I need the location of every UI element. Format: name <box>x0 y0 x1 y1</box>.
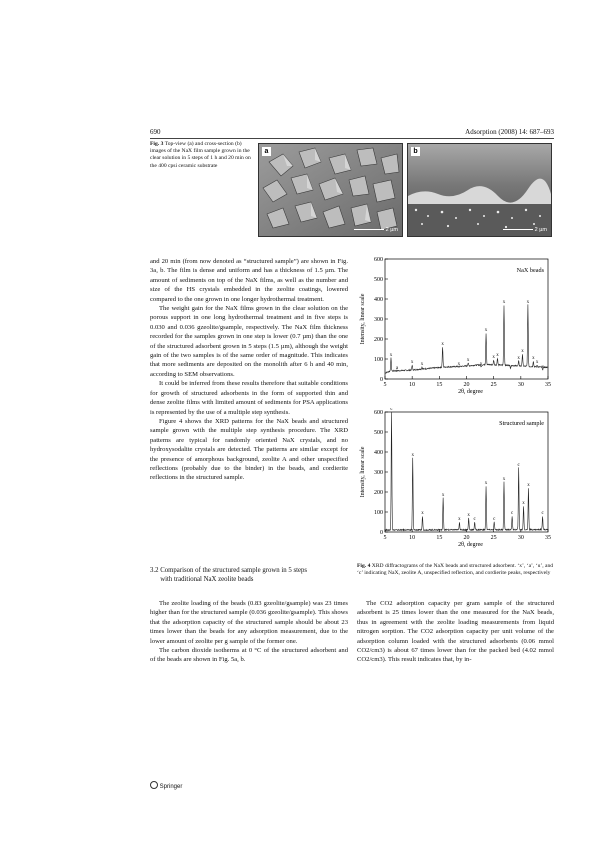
bottom-left-text <box>150 599 348 665</box>
x-tick-label: 35 <box>545 535 551 541</box>
figure3-caption-text: Top-view (a) and cross-section (b) images of the NaX film sample grown in the clear solution in 5 steps of 1 h and 20 min on the 400 cpsi ceramic substrate <box>150 141 251 169</box>
figure3-panel-b <box>407 143 552 237</box>
y-tick-label: 100 <box>374 510 383 516</box>
panel-a-label: a <box>262 147 271 156</box>
peak-marker-x: x <box>457 362 461 367</box>
peak-marker-x: x <box>441 342 444 347</box>
peak-marker-c: c <box>390 408 393 412</box>
figure3-caption-label: Fig. 3 <box>150 141 164 147</box>
x-tick-label: 30 <box>517 535 524 541</box>
y-tick-label: 400 <box>374 450 383 456</box>
y-tick-label: 500 <box>374 430 383 436</box>
y-tick-label: 100 <box>374 357 383 363</box>
paragraph: The weight gain for the NaX films grown in the clear solution on the porous support in one long hydrothermal treatment and in five steps is 0.030 and 0.036 gzeolite/gsample, respectively. The NaX film thickness recorded for the samples grown in one step is lower (0.7 µm) than the one of the structured adsorbent grown in 5 steps (1.5 µm), although the weight gain of the two samples is of the same order of magnitude. This indicates that more sediments are deposited on the monolith after 6 h and 40 min, according to SEM observations. <box>150 305 348 378</box>
figure4-caption-label: Fig. 4 <box>357 563 371 569</box>
peak-marker-x: x <box>532 356 535 361</box>
peak-marker-x: x <box>484 328 488 333</box>
paragraph: The CO2 adsorption capacity per gram sample of the structured adsorbent is 25 times lower than the one measured for the NaX beads, thus in agreement with the zeolite loading measurements from liquid nitrogen sorption. The CO2 adsorption capacity per unit volume of the adsorption column loaded with the structured adsorbents (0.06 mmol CO2/cm3) is about 67 times lower than for the packed bed (4.02 mmol CO2/cm3). This result indicates that, by in- <box>357 600 554 664</box>
peak-marker-x: x <box>526 300 530 305</box>
peak-marker-x: x <box>535 360 539 365</box>
peak-marker-x: x <box>502 300 506 305</box>
peak-marker-x: x <box>522 501 525 506</box>
peak-marker-x: x <box>527 483 530 488</box>
x-tick-label: 20 <box>463 382 470 388</box>
section-heading: 3.2 Comparison of the structured sample grown in 5 steps with traditional NaX zeolite beads <box>150 567 308 583</box>
x-tick-label: 35 <box>545 382 551 388</box>
publisher-name: Springer <box>159 784 183 790</box>
peak-marker-x: x <box>541 365 544 370</box>
peak-marker-c: c <box>493 517 496 522</box>
x-axis-label: 2θ, degree <box>458 389 483 395</box>
y-tick-label: 500 <box>374 277 383 283</box>
y-tick-label: 300 <box>374 317 383 323</box>
y-tick-label: 600 <box>374 257 383 263</box>
peak-marker-x: x <box>517 356 520 361</box>
figure3-panel-a <box>258 143 403 237</box>
x-tick-label: 25 <box>490 382 497 388</box>
y-tick-label: 200 <box>374 337 383 343</box>
x-tick-label: 15 <box>436 382 443 388</box>
peak-marker-x: x <box>389 353 393 358</box>
peak-marker-a: a <box>395 366 399 371</box>
y-tick-label: 300 <box>374 470 383 476</box>
peak-marker-x: x <box>479 362 483 367</box>
legend-label: NaX beads <box>516 267 544 274</box>
scale-bar-a <box>354 227 398 233</box>
x-tick-label: 10 <box>409 535 416 541</box>
sem-cross-section-image <box>408 144 551 236</box>
figure3-caption <box>150 141 252 170</box>
y-tick-label: 0 <box>380 377 383 383</box>
sem-top-view-image <box>259 144 402 236</box>
peak-marker-x: x <box>466 358 470 363</box>
springer-logo-icon <box>150 781 158 789</box>
paragraph: It could be inferred from these results therefore that suitable conditions for growth of structured adsorbents in the form of supported thin and dense zeolite films with limited amount of sediments for PSA applications is represented by the use of a multiple step synthesis. <box>150 380 348 416</box>
figure4-caption-text: XRD diffractograms of the NaX beads and structured adsorbent. ‘x’, ‘a’, ‘u’, and ‘c’ indicating NaX, zeolite A, unspecified reflection, and cordierite peaks, respectively <box>357 563 554 577</box>
peak-marker-x: x <box>420 362 424 367</box>
x-axis-label: 2θ, degree <box>458 542 483 548</box>
x-tick-label: 30 <box>517 382 524 388</box>
peak-marker-x: x <box>410 360 414 365</box>
peak-marker-x: x <box>484 481 488 486</box>
journal-header: Adsorption (2008) 14: 687–693 <box>465 128 554 136</box>
x-tick-label: 10 <box>409 382 416 388</box>
peak-marker-x: x <box>421 511 424 516</box>
peak-marker-x: x <box>521 349 524 354</box>
figure4-caption <box>357 563 554 577</box>
peak-marker-c: c <box>473 517 476 522</box>
paragraph: The carbon dioxide isotherms at 0 °C of the structured adsorbent and of the beads are shown in Fig. 5a, b. <box>150 647 348 664</box>
x-tick-label: 5 <box>383 535 387 541</box>
y-tick-label: 400 <box>374 297 383 303</box>
x-tick-label: 20 <box>463 535 470 541</box>
left-column-text <box>150 257 348 483</box>
publisher-footer <box>150 781 182 790</box>
paragraph: The zeolite loading of the beads (0.83 gzeolite/gsample) was 23 times higher than for the structured sample (0.036 gzeolite/gsample). This shows that the adsorption capacity of the structured sample should be about 23 times lower than the beads for any adsorption measurement, due to the lower amount of zeolite per g sample of the former one. <box>150 600 348 645</box>
x-tick-label: 5 <box>383 382 387 388</box>
y-axis-label: Intensity, linear scale <box>360 293 366 345</box>
legend-label: Structured sample <box>499 420 544 427</box>
peak-marker-x: x <box>467 513 470 518</box>
y-tick-label: 0 <box>380 530 383 536</box>
paragraph: and 20 min (from now denoted as “structured sample”) are shown in Fig. 3a, b. The film is dense and uniform and has a thickness of 1.5 µm. The amount of sediments on top of the NaX films, as well as the number and size of the HS crystals embedded in the zeolite coatings, lowered compared to the one grown in one longer hydrothermal treatment. <box>150 258 348 303</box>
scale-bar-a-text: 2 µm <box>385 227 398 233</box>
y-tick-label: 600 <box>374 410 383 416</box>
peak-marker-c: c <box>511 511 514 516</box>
scale-bar-b-text: 2 µm <box>534 227 547 233</box>
peak-marker-x: x <box>411 453 414 458</box>
xrd-chart-structured-sample <box>355 408 555 558</box>
panel-b-label: b <box>411 147 420 156</box>
y-axis-label: Intensity, linear scale <box>360 446 366 498</box>
peak-marker-x: x <box>441 493 445 498</box>
header-rule <box>150 138 554 139</box>
peak-marker-x: x <box>502 477 506 482</box>
peak-marker-x: x <box>458 517 461 522</box>
y-tick-label: 200 <box>374 490 383 496</box>
peak-marker-x: x <box>496 353 499 358</box>
peak-marker-x: x <box>492 355 495 360</box>
x-tick-label: 15 <box>436 535 443 541</box>
scale-bar-b <box>503 227 547 233</box>
x-tick-label: 25 <box>490 535 497 541</box>
page-number: 690 <box>150 128 161 136</box>
xrd-chart-nax-beads <box>355 255 555 405</box>
bottom-right-text <box>357 599 554 665</box>
peak-marker-c: c <box>541 511 544 516</box>
paragraph: Figure 4 shows the XRD patterns for the NaX beads and structured sample grown with the multiple step synthesis procedure. The XRD patterns are typical for randomly oriented NaX crystals, and no hydroxysodalite crystals are detected. The patterns are similar except for the presence of amorphous background, zeolite A and other unspecified reflections (probably due to the binder) in the beads, and cordierite reflections in the structured sample. <box>150 417 348 482</box>
peak-marker-c: c <box>517 463 520 468</box>
